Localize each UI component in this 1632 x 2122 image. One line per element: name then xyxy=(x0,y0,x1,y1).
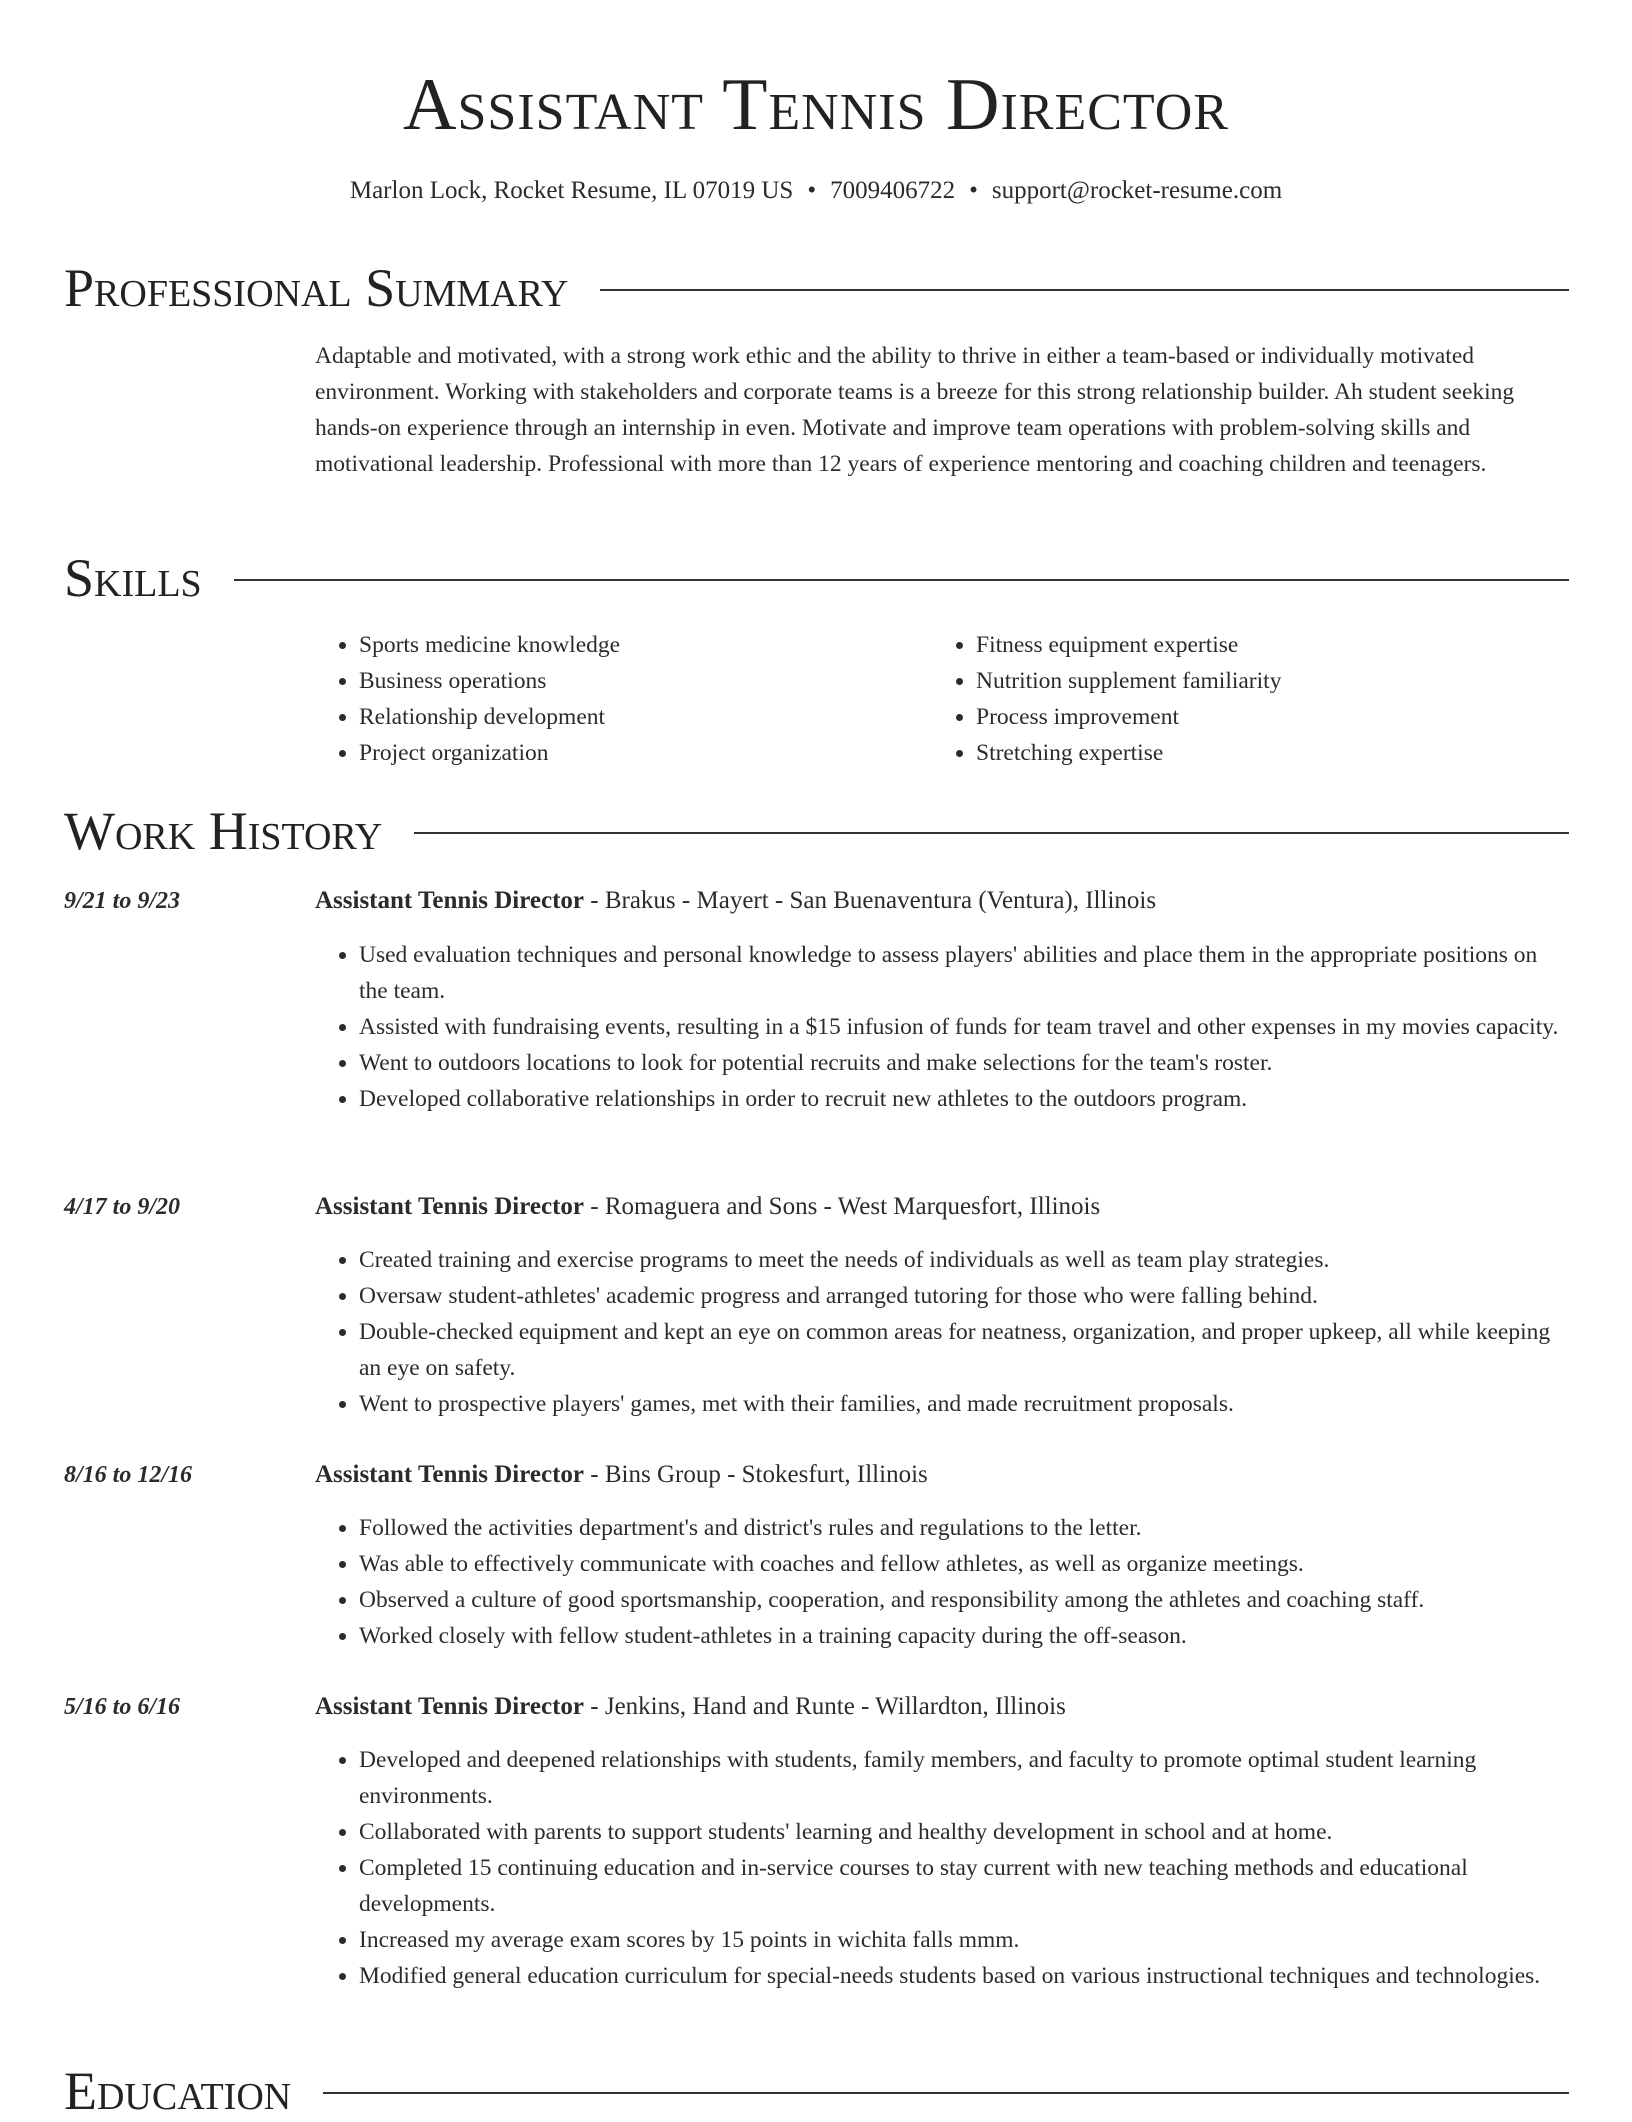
skill-item: • Sports medicine knowledge xyxy=(359,627,932,663)
job-bullet: • Went to prospective players' games, met with their families, and made recruitment proposals. xyxy=(359,1386,1569,1422)
job-heading xyxy=(315,1690,1569,1724)
job-details: - Romaguera and Sons - West Marquesfort, Illinois xyxy=(584,1193,1101,1220)
contact-separator: • xyxy=(969,177,978,204)
skills-column-right xyxy=(932,627,1549,771)
job-dates: 4/17 to 9/20 xyxy=(64,1194,181,1220)
summary-text: Adaptable and motivated, with a strong work ethic and the ability to thrive in either a team-based or individually motivated environment. Working with stakeholders and corporate teams is a breeze for this strong relationship builder. Ah student seeking hands-on experience through an internship in even. Motivate and improve team operations with problem-solving skills and motivational leadership. Professional with more than 12 years of experience mentoring and coaching children and teenagers. xyxy=(315,343,1515,477)
job-role: Assistant Tennis Director xyxy=(315,1193,585,1220)
contact-phone: 7009406722 xyxy=(830,177,956,204)
contact-email: support@rocket-resume.com xyxy=(991,177,1283,204)
job-bullets xyxy=(315,937,1569,1117)
skills-column-left xyxy=(315,627,932,771)
job-bullet: • Oversaw student-athletes' academic progress and arranged tutoring for those who were falling behind. xyxy=(359,1278,1569,1314)
job-bullet: • Double-checked equipment and kept an eye on common areas for neatness, organization, and proper upkeep, all while keeping an eye on safety. xyxy=(359,1314,1569,1386)
skill-item: • Project organization xyxy=(359,735,932,771)
section-divider xyxy=(600,289,1569,291)
job-bullet: • Modified general education curriculum for special-needs students based on various instructional techniques and technologies. xyxy=(359,1958,1569,1994)
job-bullet: • Collaborated with parents to support students' learning and healthy development in school and at home. xyxy=(359,1814,1569,1850)
skill-item: • Nutrition supplement familiarity xyxy=(976,663,1549,699)
section-divider xyxy=(234,579,1569,581)
job-bullet: • Completed 15 continuing education and in-service courses to stay current with new teaching methods and educational developments. xyxy=(359,1850,1569,1922)
contact-separator: • xyxy=(807,177,817,204)
skill-item: • Stretching expertise xyxy=(976,735,1549,771)
job-role: Assistant Tennis Director xyxy=(315,887,585,914)
job-bullet: • Assisted with fundraising events, resulting in a $15 infusion of funds for team travel and other expenses in my movies capacity. xyxy=(359,1009,1569,1045)
section-title-work: Work History xyxy=(64,801,383,861)
job-heading xyxy=(315,1458,1569,1492)
job-bullet: • Increased my average exam scores by 15 points in wichita falls mmm. xyxy=(359,1922,1569,1958)
skill-item: • Fitness equipment expertise xyxy=(976,627,1549,663)
job-bullets xyxy=(315,1510,1569,1654)
job-bullet: • Developed and deepened relationships with students, family members, and faculty to promote optimal student learning environments. xyxy=(359,1742,1569,1814)
job-bullets xyxy=(315,1742,1569,1994)
contact-address: Marlon Lock, Rocket Resume, IL 07019 US xyxy=(349,177,794,204)
skill-item: • Relationship development xyxy=(359,699,932,735)
job-bullet: • Was able to effectively communicate with coaches and fellow athletes, as well as organize meetings. xyxy=(359,1546,1569,1582)
section-title-skills: Skills xyxy=(64,548,202,608)
job-role: Assistant Tennis Director xyxy=(315,1461,585,1488)
job-bullet: • Observed a culture of good sportsmanship, cooperation, and responsibility among the athletes and coaching staff. xyxy=(359,1582,1569,1618)
job-bullet: • Worked closely with fellow student-athletes in a training capacity during the off-season. xyxy=(359,1618,1569,1654)
section-title-education: Education xyxy=(64,2061,292,2121)
job-bullet: • Went to outdoors locations to look for potential recruits and make selections for the team's roster. xyxy=(359,1045,1569,1081)
job-details: - Brakus - Mayert - San Buenaventura (Ventura), Illinois xyxy=(584,887,1157,914)
job-dates: 8/16 to 12/16 xyxy=(64,1462,193,1488)
job-role: Assistant Tennis Director xyxy=(315,1693,585,1720)
job-bullet: • Used evaluation techniques and personal knowledge to assess players' abilities and place them in the appropriate positions on the team. xyxy=(359,937,1569,1009)
section-divider xyxy=(323,2092,1569,2094)
job-details: - Bins Group - Stokesfurt, Illinois xyxy=(584,1461,928,1488)
job-dates: 9/21 to 9/23 xyxy=(64,888,181,914)
section-title-summary: Professional Summary xyxy=(64,258,569,318)
job-bullet: • Followed the activities department's and district's rules and regulations to the letter. xyxy=(359,1510,1569,1546)
job-bullet: • Created training and exercise programs to meet the needs of individuals as well as team play strategies. xyxy=(359,1242,1569,1278)
job-bullets xyxy=(315,1242,1569,1422)
job-dates: 5/16 to 6/16 xyxy=(64,1694,181,1720)
skills-list xyxy=(315,627,1565,771)
resume-title: Assistant Tennis Director xyxy=(403,64,1229,146)
job-details: - Jenkins, Hand and Runte - Willardton, Illinois xyxy=(584,1693,1066,1720)
section-header-education xyxy=(64,2060,1569,2122)
section-divider xyxy=(414,832,1569,834)
contact-line xyxy=(0,174,1632,208)
job-bullet: • Developed collaborative relationships in order to recruit new athletes to the outdoors program. xyxy=(359,1081,1569,1117)
job-heading xyxy=(315,1190,1569,1224)
skill-item: • Business operations xyxy=(359,663,932,699)
section-header-summary xyxy=(64,257,1569,319)
job-heading xyxy=(315,884,1569,918)
section-header-skills xyxy=(64,547,1569,609)
section-header-work xyxy=(64,800,1569,862)
skill-item: • Process improvement xyxy=(976,699,1549,735)
